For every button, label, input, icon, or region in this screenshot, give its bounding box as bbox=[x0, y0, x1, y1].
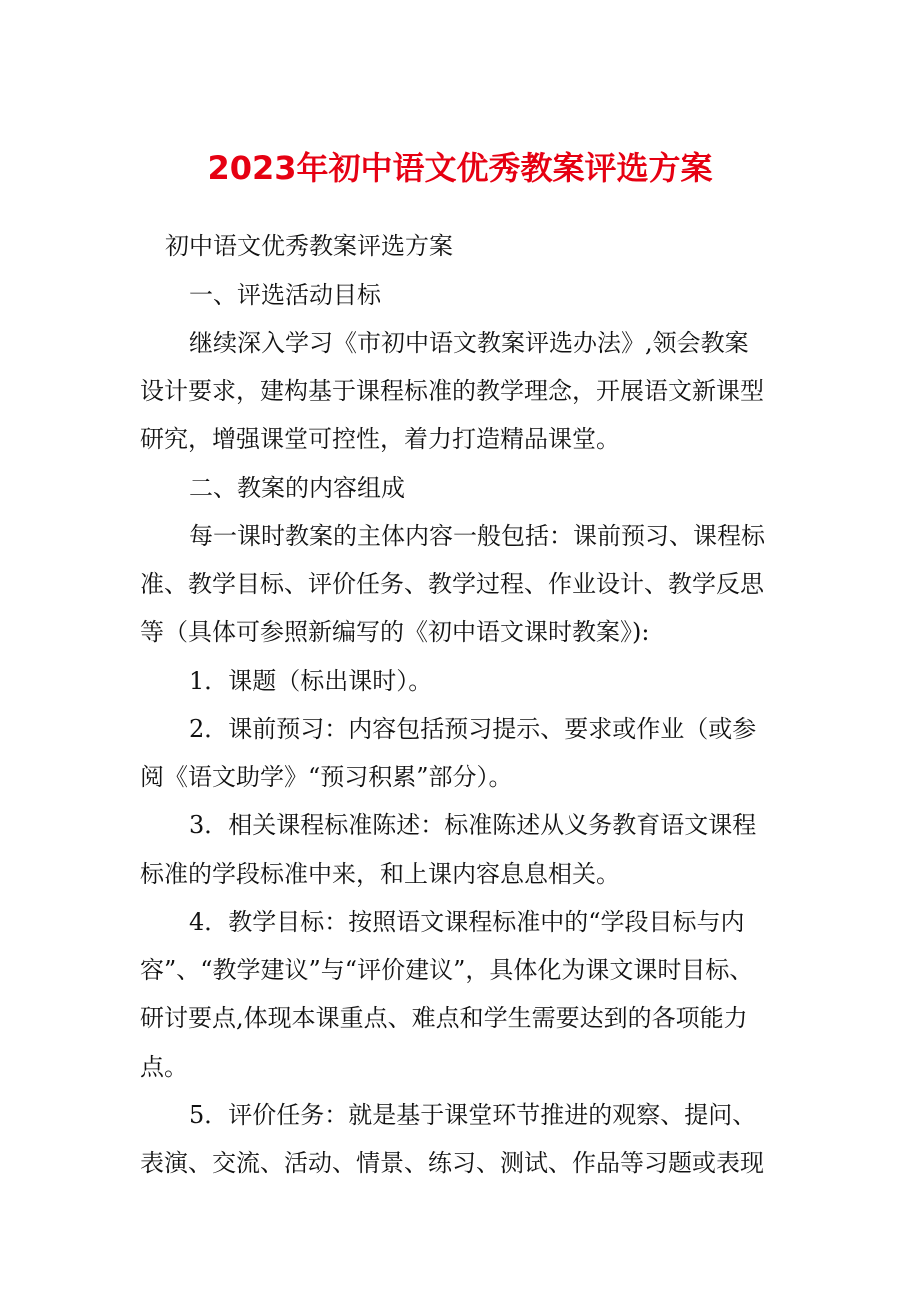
section-heading-2: 二、教案的内容组成 bbox=[189, 474, 405, 502]
list-item-2: 2．课前预习：内容包括预习提示、要求或作业（或参 bbox=[189, 715, 757, 743]
paragraph-line: 研究，增强课堂可控性，着力打造精品课堂。 bbox=[140, 425, 620, 453]
paragraph-line: 容”、“教学建议”与“评价建议”，具体化为课文课时目标、 bbox=[140, 956, 754, 984]
paragraph-line: 继续深入学习《市初中语文教案评选办法》,领会教案 bbox=[189, 329, 749, 357]
list-item-1: 1．课题（标出课时）。 bbox=[189, 667, 433, 695]
list-item-3: 3．相关课程标准陈述：标准陈述从义务教育语文课程 bbox=[189, 811, 757, 839]
paragraph-line: 等（具体可参照新编写的《初中语文课时教案》): bbox=[140, 618, 650, 646]
paragraph-line: 点。 bbox=[140, 1053, 188, 1081]
subtitle-line: 初中语文优秀教案评选方案 bbox=[165, 232, 453, 260]
paragraph-line: 阅《语文助学》“预习积累”部分）。 bbox=[140, 763, 513, 791]
list-item-5: 5．评价任务：就是基于课堂环节推进的观察、提问、 bbox=[189, 1101, 757, 1129]
list-item-4: 4．教学目标：按照语文课程标准中的“学段目标与内 bbox=[189, 908, 745, 936]
paragraph-line: 设计要求，建构基于课程标准的教学理念，开展语文新课型 bbox=[140, 377, 764, 405]
paragraph-line: 标准的学段标准中来，和上课内容息息相关。 bbox=[140, 860, 620, 888]
paragraph-line: 表演、交流、活动、情景、练习、测试、作品等习题或表现 bbox=[140, 1149, 764, 1177]
section-heading-1: 一、评选活动目标 bbox=[189, 281, 381, 309]
document-title: 2023年初中语文优秀教案评选方案 bbox=[207, 149, 713, 187]
paragraph-line: 准、教学目标、评价任务、教学过程、作业设计、教学反思 bbox=[140, 570, 764, 598]
paragraph-line: 每一课时教案的主体内容一般包括：课前预习、课程标 bbox=[189, 522, 765, 550]
paragraph-line: 研讨要点,体现本课重点、难点和学生需要达到的各项能力 bbox=[140, 1004, 748, 1032]
